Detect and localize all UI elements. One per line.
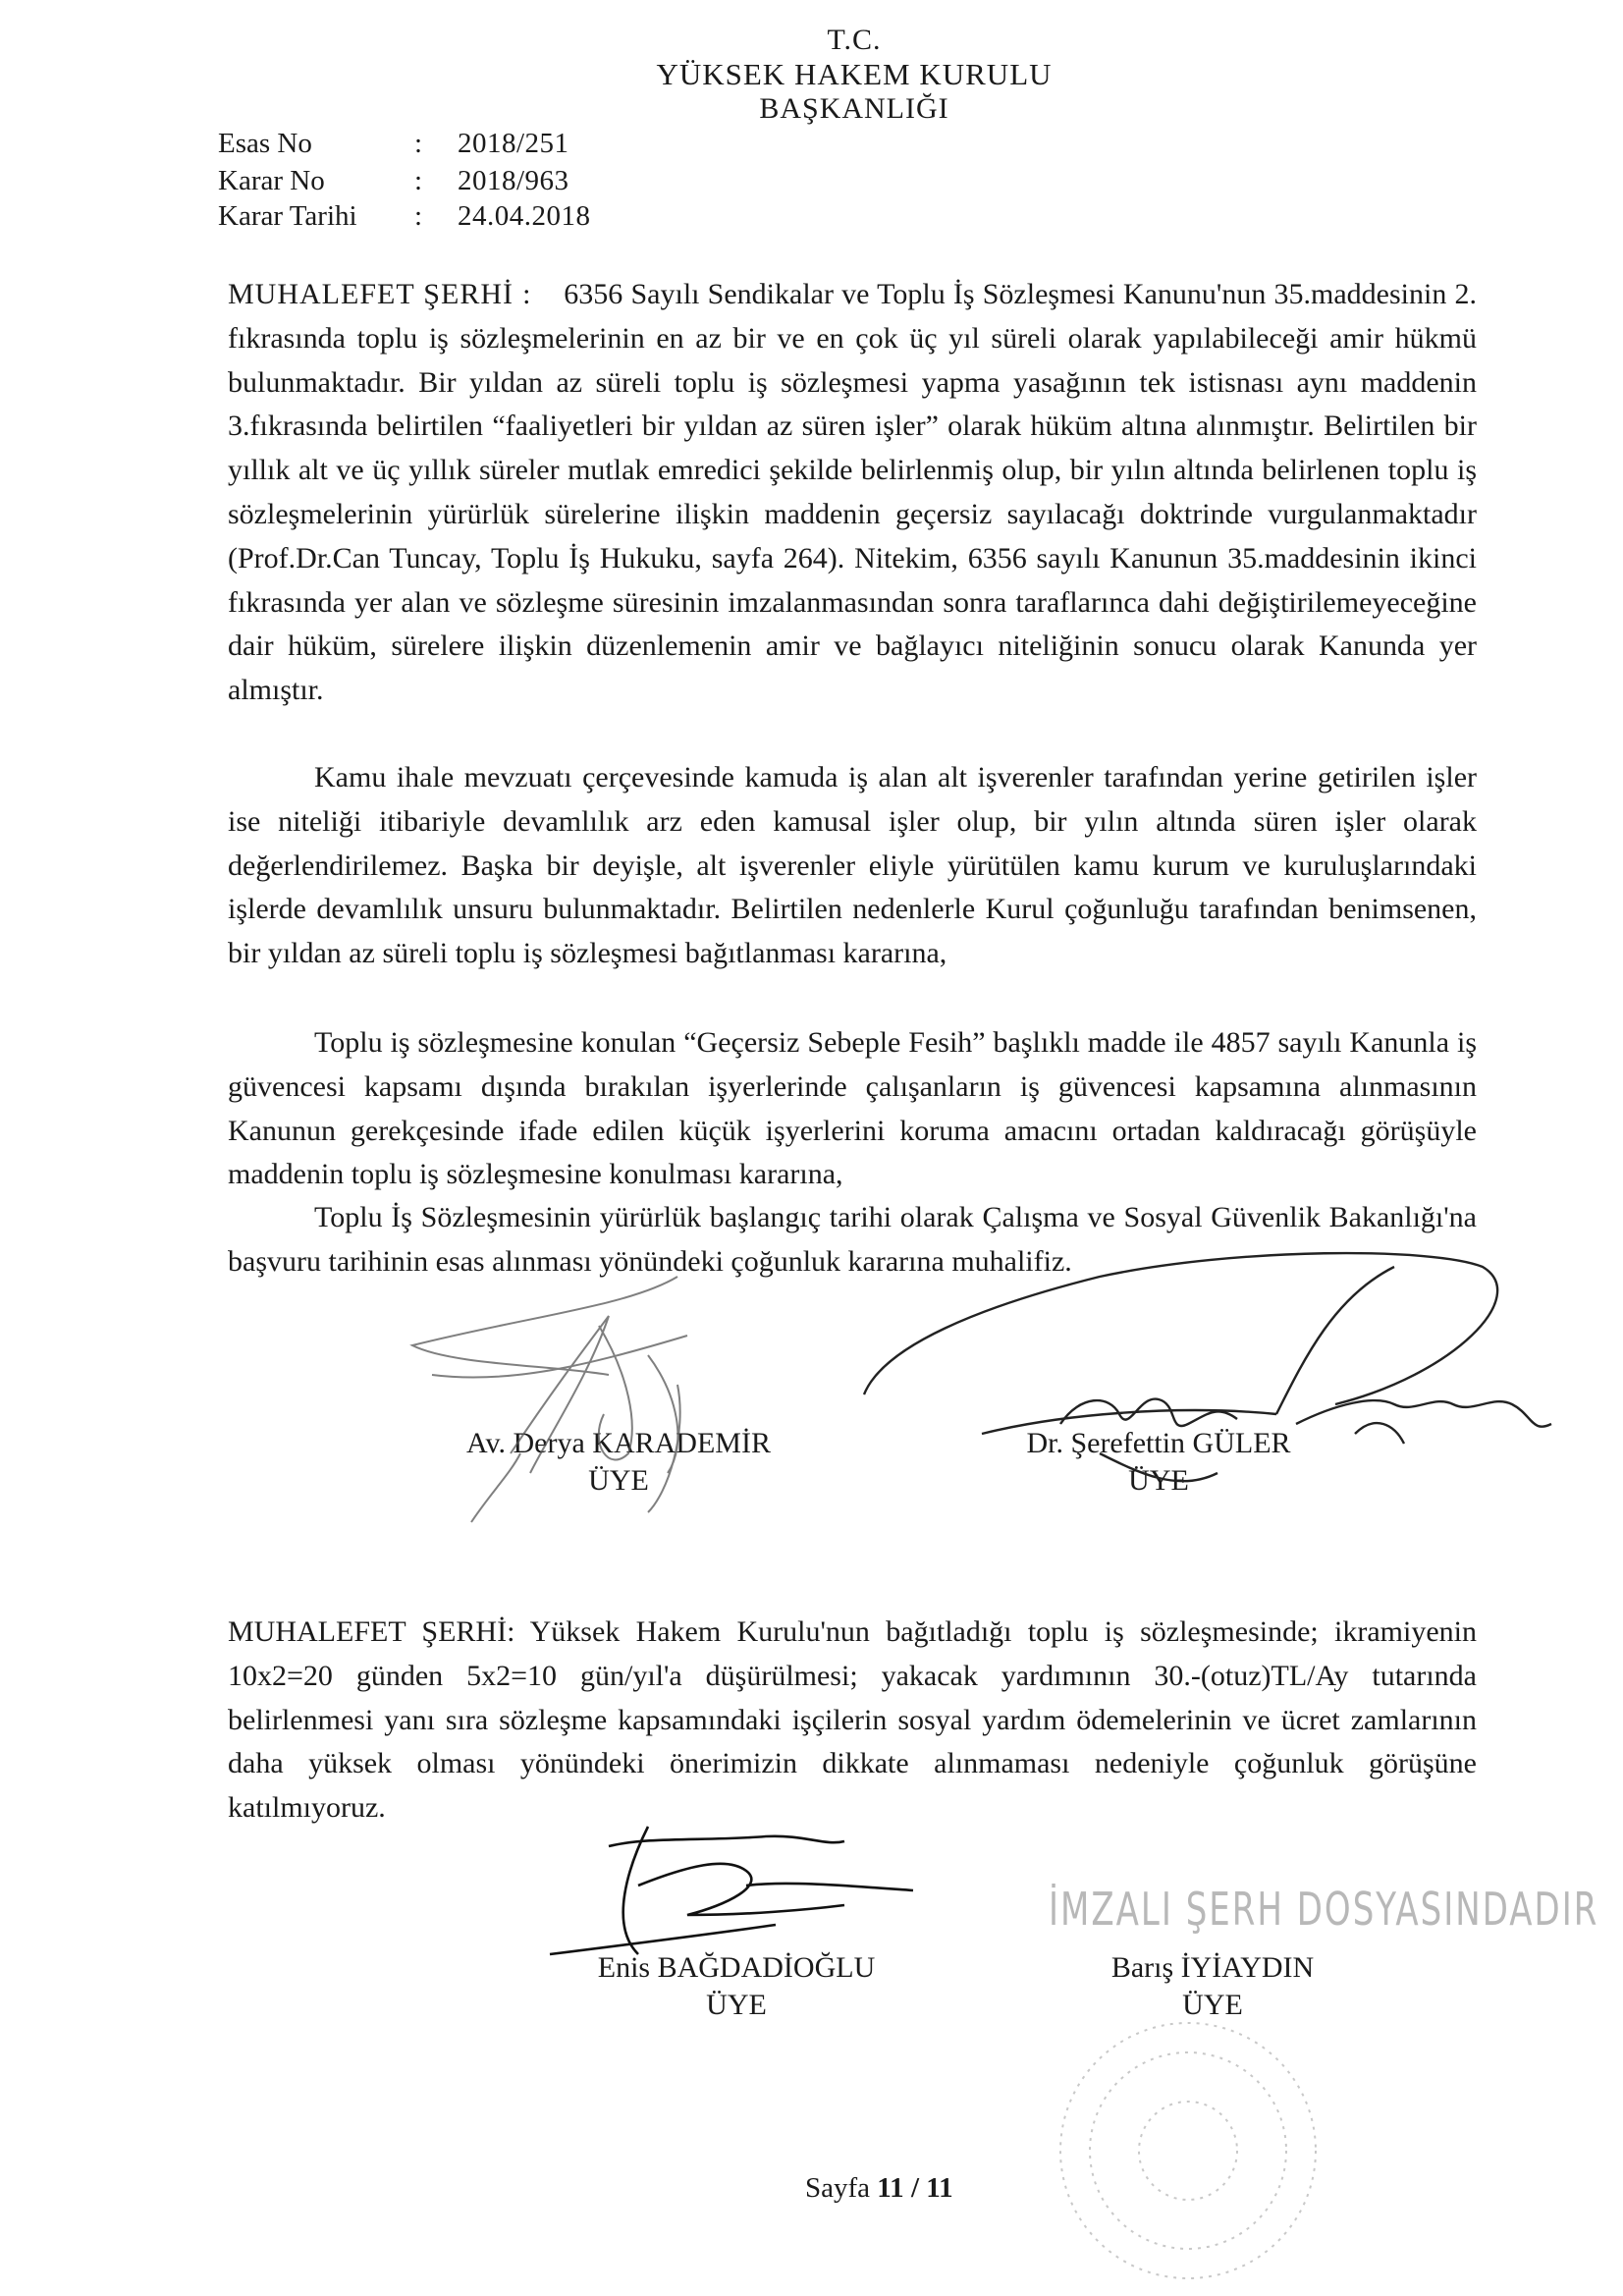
header-tc: T.C. <box>827 24 882 56</box>
page-current: 11 <box>877 2172 904 2204</box>
signatory-role: ÜYE <box>1182 1989 1243 2021</box>
signatory-name: Barış İYİAYDIN <box>1110 1951 1315 1984</box>
header-institution: YÜKSEK HAKEM KURULU <box>656 57 1053 91</box>
page-sep: / <box>910 2172 919 2204</box>
signatory-role: ÜYE <box>706 1989 767 2021</box>
dissent-2-paragraph: MUHALEFET ŞERHİ: Yüksek Hakem Kurulu'nun bağıtladığı toplu iş sözleşmesinde; ikramiyenin 10x2=20 günden 5x2=10 gün/yıl'a düşürülmesi; yakacak yardımının 30.-(otuz)TL/Ay tutarında belirlenmesi yanı sıra sözleşme kapsamındaki işçilerin sosyal yardım ödemelerinin ve ücret zamlarının daha yüksek olması yönündeki önerimizin dikkate alınmaması nedeniyle çoğunluk görüşüne katılmıyoruz. <box>228 1615 1477 1825</box>
decision-date-label: Karar Tarihi <box>218 200 357 232</box>
dissent-1-paragraph-4: Toplu İş Sözleşmesinin yürürlük başlangıç tarihi olarak Çalışma ve Sosyal Güvenlik Bakanlığı'na başvuru tarihinin esas alınması yönündeki çoğunluk kararına muhalifiz. <box>228 1201 1477 1278</box>
seal-stamp <box>1060 2023 1316 2278</box>
guler-signature <box>864 1253 1551 1481</box>
signed-dissent-stamp: İMZALI ŞERH DOSYASINDADIR <box>1049 1884 1599 1937</box>
signatory-name: Dr. Şerefettin GÜLER <box>1026 1427 1291 1459</box>
dissent-1-text-1: 6356 Sayılı Sendikalar ve Toplu İş Sözleşmesi Kanunu'nun 35.maddesinin 2. fıkrasında toplu iş sözleşmelerinin en az bir ve en çok üç yıl süreli olarak yapılabileceği amir hükmü bulunmaktadır. Bir yıldan az süreli toplu iş sözleşmesi yapma yasağının tek istisnası aynı maddenin 3.fıkrasında belirtilen “faaliyetleri bir yıldan az süren işler” olarak hüküm altına alınmıştır. Belirtilen bir yıllık alt ve üç yıllık süreler mutlak emredici şekilde belirlenmiş olup, bir yılın altında belirlenen toplu iş sözleşmelerinin yürürlük sürelerine ilişkin maddenin geçersiz sayılacağı doktrinde vurgulanmaktadır (Prof.Dr.Can Tuncay, Toplu İş Hukuku, sayfa 264). Nitekim, 6356 sayılı Kanunun 35.maddesinin ikinci fıkrasında yer alan ve sözleşme süresinin imzalanmasından sonra taraflarınca dahi değiştirilemeyeceğine dair hüküm, sürelere ilişkin düzenlemenin amir ve bağlayıcı niteliğinin sonucu olarak Kanunda yer almıştır. <box>228 278 1478 707</box>
dissent-1-heading: MUHALEFET ŞERHİ : <box>228 278 532 310</box>
signatory-role: ÜYE <box>1128 1464 1189 1497</box>
signatory-name: Av. Derya KARADEMİR <box>466 1427 771 1459</box>
case-number-value: 2018/251 <box>458 128 569 159</box>
decision-number-label: Karar No <box>218 165 325 196</box>
dissent-1-paragraph-3: Toplu iş sözleşmesine konulan “Geçersiz Sebeple Fesih” başlıklı madde ile 4857 sayılı Kanunla iş güvencesi kapsamı dışında bırakılan işyerlerinde çalışanların iş güvencesi kapsamına alınmasının Kanunun gerekçesinde ifade edilen küçük işyerlerini koruma amacını ortadan kaldıracağı görüşüyle maddenin toplu iş sözleşmesine konulması kararına, <box>228 1026 1477 1191</box>
karademir-signature <box>412 1277 687 1522</box>
case-number-label: Esas No <box>218 128 312 159</box>
signatory-name: Enis BAĞDADİOĞLU <box>597 1951 876 1984</box>
signatory-role: ÜYE <box>588 1464 649 1497</box>
case-number-sep: : <box>414 128 423 159</box>
page-label: Sayfa <box>805 2172 871 2204</box>
header-office: BAŞKANLIĞI <box>759 92 949 125</box>
decision-date-value: 24.04.2018 <box>458 200 591 232</box>
decision-number-sep: : <box>414 165 423 196</box>
bagdadioglu-signature <box>550 1827 913 1954</box>
decision-number-value: 2018/963 <box>458 165 569 196</box>
page-total: 11 <box>926 2172 953 2204</box>
decision-date-sep: : <box>414 200 423 232</box>
dissent-1-paragraph-2: Kamu ihale mevzuatı çerçevesinde kamuda iş alan alt işverenler tarafından yerine getirilen işler ise niteliği itibariyle devamlılık arz eden kamusal işler olup, bir yılın altında süren işler olarak değerlendirilemez. Başka bir deyişle, alt işverenler eliyle yürütülen kamu kurum ve kuruluşlarındaki işlerde devamlılık unsuru bulunmaktadır. Belirtilen nedenlerle Kurul çoğunluğu tarafından benimsenen, bir yıldan az süreli toplu iş sözleşmesi bağıtlanması kararına, <box>228 761 1477 970</box>
